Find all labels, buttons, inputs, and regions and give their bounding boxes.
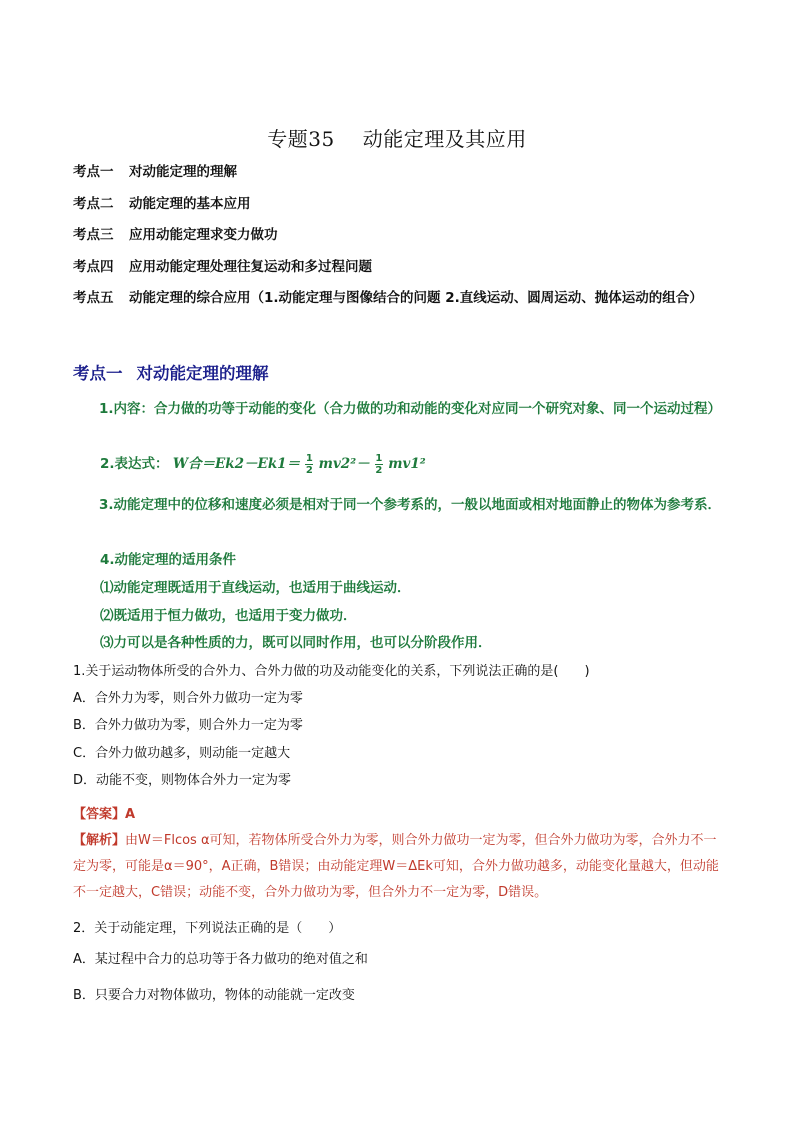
question-1-answer: 【答案】A	[73, 807, 136, 822]
outline-item: 考点一 对动能定理的理解	[73, 164, 237, 180]
question-2-option: A．某过程中合力的总功等于各力做功的绝对值之和	[73, 952, 368, 967]
outline-item: 考点二 动能定理的基本应用	[73, 195, 251, 212]
section-heading: 考点一 对动能定理的理解	[73, 364, 269, 383]
question-1-option: C．合外力做功越多，则动能一定越大	[73, 746, 291, 761]
point-conditions: 4.动能定理的适用条件	[100, 552, 237, 568]
formula-lhs: W合＝Ek2－Ek1＝	[172, 456, 301, 472]
point-reference-frame: 3.动能定理中的位移和速度必须是相对于同一个参考系的，一般以地面或相对地面静止的物体为参考系．	[99, 497, 722, 513]
condition-item: ⑶力可以是各种性质的力，既可以同时作用，也可以分阶段作用．	[100, 635, 492, 651]
question-1-stem: 1.关于运动物体所受的合外力、合外力做的功及动能变化的关系，下列说法正确的是( )	[73, 664, 590, 679]
point-formula: 2.表达式： W合＝Ek2－Ek1＝ $\frac{1}{2}$ mv2²－ $\frac{1}{2}$ mv1²	[100, 453, 426, 476]
condition-item: ⑴动能定理既适用于直线运动，也适用于曲线运动．	[100, 580, 411, 596]
page-title	[0, 123, 794, 152]
topic-title: 动能定理及其应用	[362, 127, 527, 151]
outline-list	[73, 160, 763, 318]
question-1-option: D．动能不变，则物体合外力一定为零	[73, 773, 292, 788]
question-2-stem: 2．关于动能定理，下列说法正确的是（ ）	[73, 921, 342, 936]
outline-item: 考点四 应用动能定理处理往复运动和多过程问题	[73, 258, 372, 275]
question-1-option: B．合外力做功为零，则合外力一定为零	[73, 718, 303, 733]
outline-item: 考点三 应用动能定理求变力做功	[73, 227, 278, 243]
question-2-option: B．只要合力对物体做功，物体的动能就一定改变	[73, 988, 355, 1003]
fraction-half: $\frac{1}{2}$	[305, 453, 313, 476]
point-content: 1.内容：合力做的功等于动能的变化（合力做的功和动能的变化对应同一个研究对象、同一个运动过程）	[99, 401, 722, 417]
question-1-option: A．合外力为零，则合外力做功一定为零	[73, 691, 303, 706]
question-1-analysis: 【解析】由W＝Flcos α可知，若物体所受合外力为零，则合外力做功一定为零，但合外力做功为零，合外力不一定为零，可能是α＝90°，A正确，B错误；由动能定理W＝ΔEk可知，合外力做功越多，动能变化量越大，但动能不一定越大，C错误；动能不变，合外力做功为零，但合外力不一定为零，D错误。	[73, 833, 719, 900]
topic-number: 专题35	[267, 127, 335, 151]
fraction-half: $\frac{1}{2}$	[375, 453, 383, 476]
condition-item: ⑵既适用于恒力做功，也适用于变力做功．	[100, 608, 357, 624]
outline-item: 考点五 动能定理的综合应用（1.动能定理与图像结合的问题 2.直线运动、圆周运动、抛体运动的组合）	[73, 290, 703, 306]
